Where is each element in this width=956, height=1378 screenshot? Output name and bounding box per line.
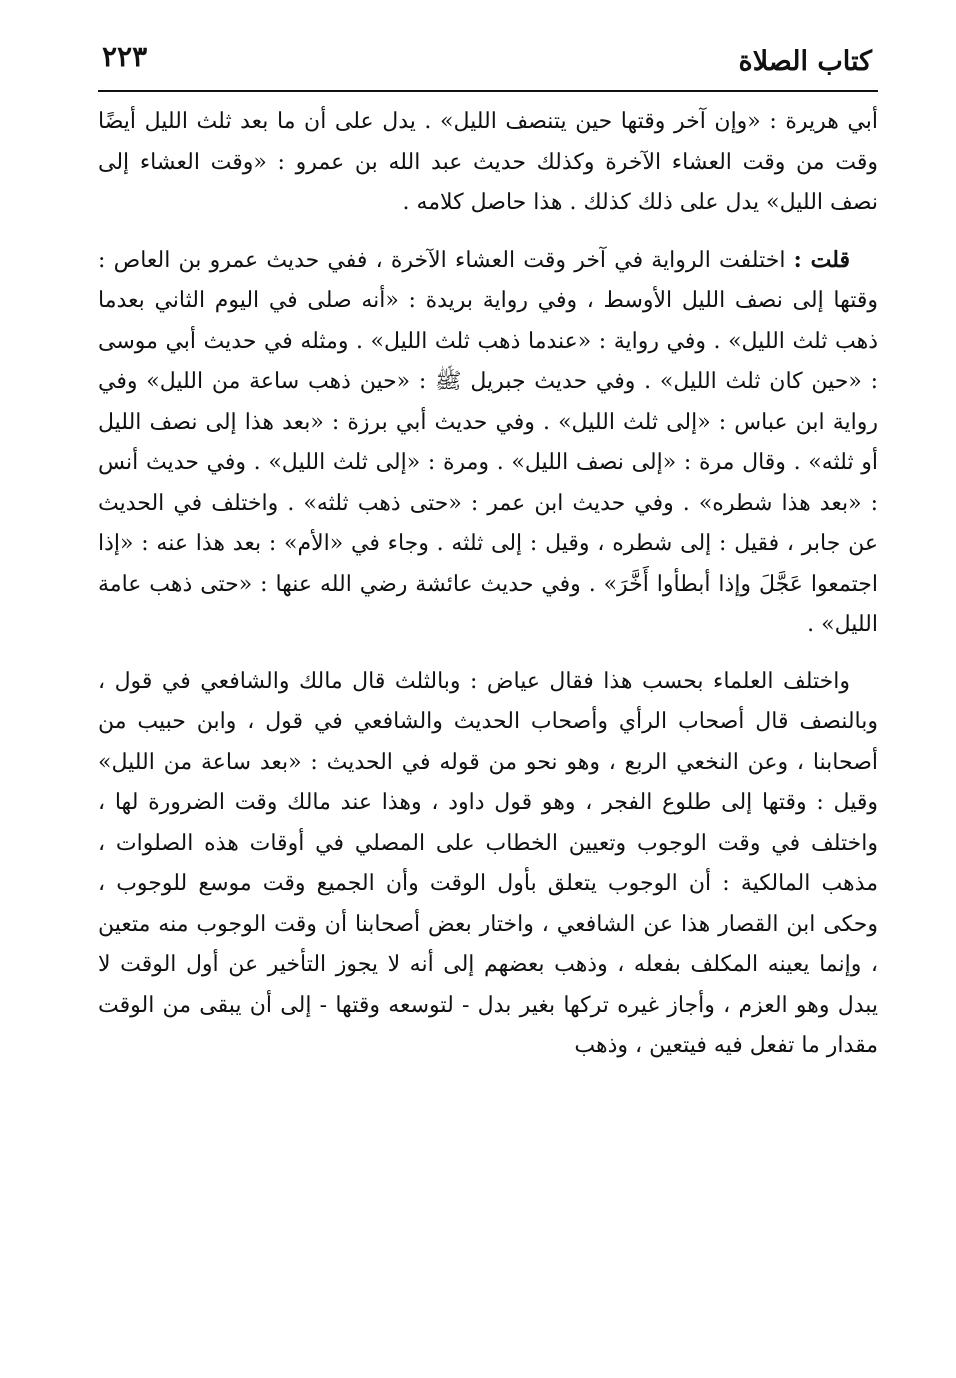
paragraph-3-text: واختلف العلماء بحسب هذا فقال عياض : وبالثلث قال مالك والشافعي في قول ، وبالنصف قال أصحاب الرأي وأصحاب الحديث والشافعي في قول ، وابن حبيب من أصحابنا ، وعن النخعي الربع ، وهو نحو من قوله في الحديث : «بعد ساعة من الليل» وقيل : وقتها إلى طلوع الفجر ، وهو قول داود ، وهذا عند مالك وقت الضرورة لها ، واختلف في وقت الوجوب وتعيين الخطاب على المصلي في أوقات هذه الصلوات ، مذهب المالكية : أن الوجوب يتعلق بأول الوقت وأن الجميع وقت موسع للوجوب ، وحكى ابن القصار هذا عن الشافعي ، واختار بعض أصحابنا أن وقت الوجوب منه متعين ، وإنما يعينه المكلف بفعله ، وذهب بعضهم إلى أنه لا يجوز التأخير عن أول الوقت لا يبدل وهو العزم ، وأجاز غيره تركها بغير بدل - لتوسعه وقتها - إلى أن يبقى من الوقت مقدار ما تفعل فيه فيتعين ، وذهب (98, 668, 878, 1058)
running-head-title: كتاب الصلاة (738, 46, 872, 77)
paragraph-2-text: اختلفت الرواية في آخر وقت العشاء الآخرة ، ففي حديث عمرو بن العاص : وقتها إلى نصف الليل الأوسط ، وفي رواية بريدة : «أنه صلى في اليوم الثاني بعدما ذهب ثلث الليل» . وفي رواية : «عندما ذهب ثلث الليل» . ومثله في حديث أبي موسى : «حين كان ثلث الليل» . وفي حديث جبريل ﷺ : «حين ذهب ساعة من الليل» وفي رواية ابن عباس : «إلى ثلث الليل» . وفي حديث أبي برزة : «بعد هذا إلى نصف الليل أو ثلثه» . وقال مرة : «إلى نصف الليل» . ومرة : «إلى ثلث الليل» . وفي حديث أنس : «بعد هذا شطره» . وفي حديث ابن عمر : «حتى ذهب ثلثه» . واختلف في الحديث عن جابر ، فقيل : إلى شطره ، وقيل : إلى ثلثه . وجاء في «الأم» : بعد هذا عنه : «إذا اجتمعوا عَجَّلَ وإذا أبطأوا أَخَّرَ» . وفي حديث عائشة رضي الله عنها : «حتى ذهب عامة الليل» . (98, 247, 878, 637)
page-header (98, 34, 878, 90)
paragraph-1-text: أبي هريرة : «وإن آخر وقتها حين يتنصف الليل» . يدل على أن ما بعد ثلث الليل أيضًا وقت من وقت العشاء الآخرة وكذلك حديث عبد الله بن عمرو : «وقت العشاء إلى نصف الليل» يدل على ذلك كذلك . هذا حاصل كلامه . (98, 109, 878, 215)
paragraph-1 (98, 102, 878, 224)
book-page (98, 34, 878, 1067)
paragraph-2 (98, 240, 878, 646)
header-rule (98, 90, 878, 92)
paragraph-3 (98, 662, 878, 1067)
paragraph-2-lead: قلت : (793, 246, 850, 273)
page-number: ٢٢٣ (102, 40, 148, 73)
